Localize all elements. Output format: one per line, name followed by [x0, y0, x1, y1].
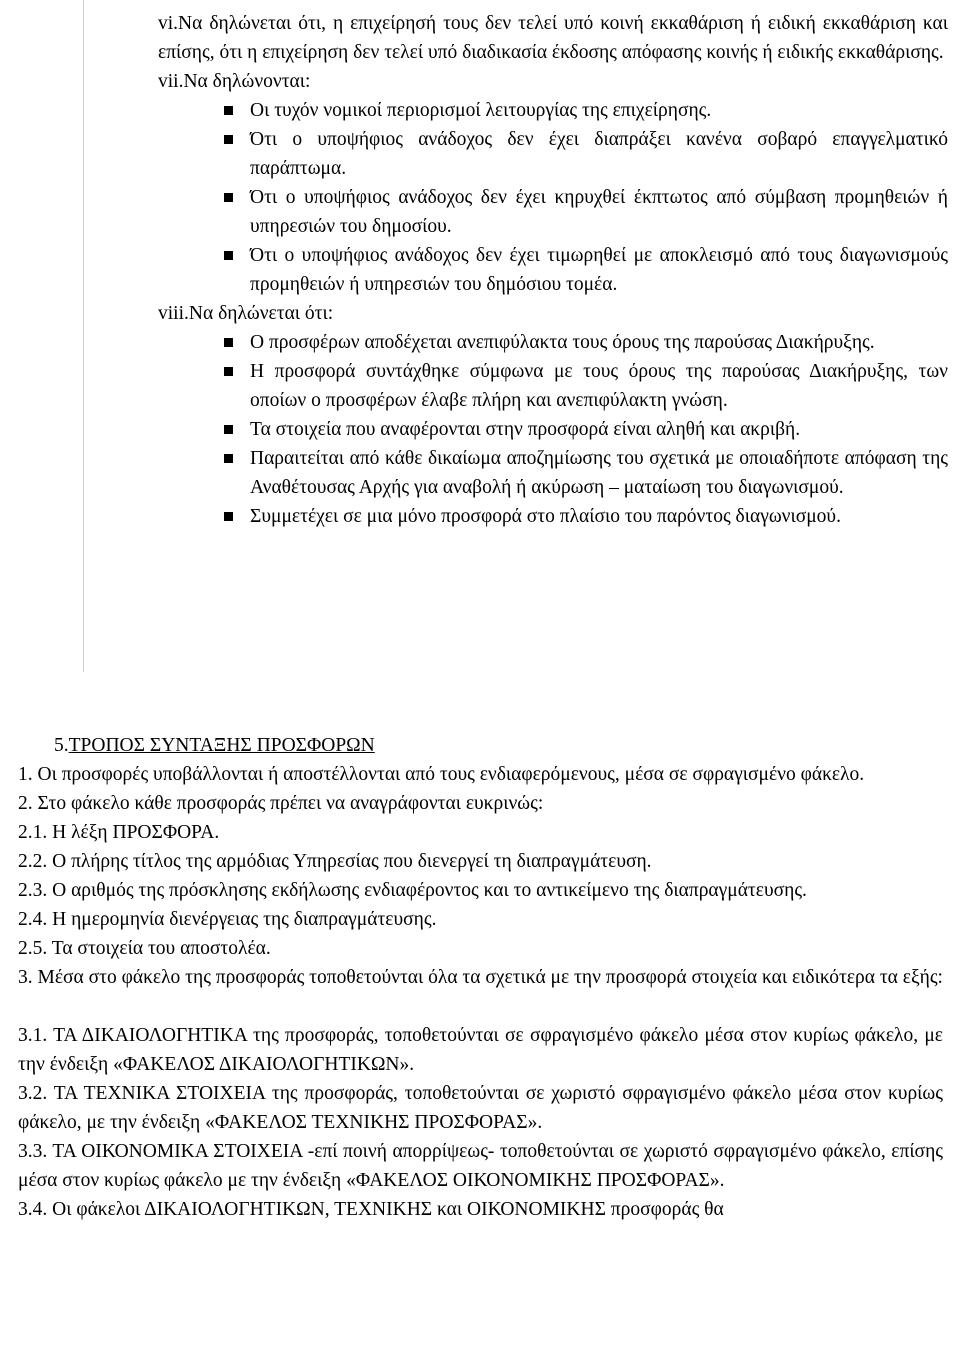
bullet-item: Συμμετέχει σε μια μόνο προσφορά στο πλαίσιο του παρόντος διαγωνισμού.: [158, 502, 948, 531]
item-vii-text: Να δηλώνονται:: [183, 71, 311, 92]
declarations-list: [158, 9, 948, 531]
paragraph: 3. Μέσα στο φάκελο της προσφοράς τοποθετούνται όλα τα σχετικά με την προσφορά στοιχεία και ειδικότερα τα εξής:: [18, 967, 943, 988]
paragraph: 2.2. Ο πλήρης τίτλος της αρμόδιας Υπηρεσίας που διενεργεί τη διαπραγμάτευση.: [18, 851, 652, 872]
item-vii-label: vii.: [158, 71, 184, 92]
item-vi: [158, 9, 948, 67]
margin-rule: [83, 0, 84, 672]
section-title: ΤΡΟΠΟΣ ΣΥΝΤΑΞΗΣ ΠΡΟΣΦΟΡΩΝ: [68, 735, 375, 756]
paragraph: 3.1. ΤΑ ΔΙΚΑΙΟΛΟΓΗΤΙΚΑ της προσφοράς, τοποθετούνται σε σφραγισμένο φάκελο μέσα στον κυρίως φάκελο, με την ένδειξη «ΦΑΚΕΛΟΣ ΔΙΚΑΙΟΛΟΓΗΤΙΚΩΝ».: [18, 1025, 943, 1075]
item-vi-label: vi.: [158, 13, 179, 34]
item-viii: [158, 299, 948, 328]
bullet-item: Οι τυχόν νομικοί περιορισμοί λειτουργίας της επιχείρησης.: [158, 96, 948, 125]
square-bullet-icon: [224, 512, 233, 521]
square-bullet-icon: [224, 106, 233, 115]
bullet-item: Τα στοιχεία που αναφέρονται στην προσφορά είναι αληθή και ακριβή.: [158, 415, 948, 444]
paragraph: 2.5. Τα στοιχεία του αποστολέα.: [18, 938, 271, 959]
paragraph: 3.2. ΤΑ ΤΕΧΝΙΚΑ ΣΤΟΙΧΕΙΑ της προσφοράς, τοποθετούνται σε χωριστό σφραγισμένο φάκελο μέσα στον κυρίως φάκελο, με την ένδειξη «ΦΑΚΕΛΟΣ ΤΕΧΝΙΚΗΣ ΠΡΟΣΦΟΡΑΣ».: [18, 1083, 943, 1133]
square-bullet-icon: [224, 193, 233, 202]
section-number: 5.: [54, 735, 69, 756]
bullet-item: Ο προσφέρων αποδέχεται ανεπιφύλακτα τους όρους της παρούσας Διακήρυξης.: [158, 328, 948, 357]
bullet-item: Παραιτείται από κάθε δικαίωμα αποζημίωσης του σχετικά με οποιαδήποτε απόφαση της Αναθέτουσας Αρχής για αναβολή ή ακύρωση – ματαίωση του διαγωνισμού.: [158, 444, 948, 502]
paragraph: 2.1. Η λέξη ΠΡΟΣΦΟΡΑ.: [18, 822, 220, 843]
square-bullet-icon: [224, 338, 233, 347]
bullet-item: Ότι ο υποψήφιος ανάδοχος δεν έχει τιμωρηθεί με αποκλεισμό από τους διαγωνισμούς προμηθειών ή υπηρεσιών του δημόσιου τομέα.: [158, 241, 948, 299]
paragraph: 2.4. Η ημερομηνία διενέργειας της διαπραγμάτευσης.: [18, 909, 437, 930]
paragraph: 2. Στο φάκελο κάθε προσφοράς πρέπει να αναγράφονται ευκρινώς:: [18, 793, 544, 814]
square-bullet-icon: [224, 135, 233, 144]
square-bullet-icon: [224, 367, 233, 376]
bullet-item: Ότι ο υποψήφιος ανάδοχος δεν έχει διαπράξει κανένα σοβαρό επαγγελματικό παράπτωμα.: [158, 125, 948, 183]
section-offer-preparation: [18, 731, 943, 1224]
paragraph: 3.4. Οι φάκελοι ΔΙΚΑΙΟΛΟΓΗΤΙΚΩΝ, ΤΕΧΝΙΚΗΣ και ΟΙΚΟΝΟΜΙΚΗΣ προσφοράς θα: [18, 1199, 724, 1220]
paragraph: 2.3. Ο αριθμός της πρόσκλησης εκδήλωσης ενδιαφέροντος και το αντικείμενο της διαπραγμάτευσης.: [18, 880, 807, 901]
section-heading: [18, 731, 943, 760]
item-vi-text: Να δηλώνεται ότι, η επιχείρησή τους δεν τελεί υπό κοινή εκκαθάριση ή ειδική εκκαθάριση και επίσης, ότι η επιχείρηση δεν τελεί υπό διαδικασία έκδοσης απόφασης κοινής ή ειδικής εκκαθάρισης.: [158, 13, 948, 63]
item-viii-bullets: [158, 328, 948, 531]
paragraph: 1. Οι προσφορές υποβάλλονται ή αποστέλλονται από τους ενδιαφερόμενους, μέσα σε σφραγισμένο φάκελο.: [18, 764, 865, 785]
square-bullet-icon: [224, 454, 233, 463]
bullet-item: Ότι ο υποψήφιος ανάδοχος δεν έχει κηρυχθεί έκπτωτος από σύμβαση προμηθειών ή υπηρεσιών του δημοσίου.: [158, 183, 948, 241]
square-bullet-icon: [224, 425, 233, 434]
item-viii-label: viii.: [158, 303, 189, 324]
square-bullet-icon: [224, 251, 233, 260]
paragraph: 3.3. ΤΑ ΟΙΚΟΝΟΜΙΚΑ ΣΤΟΙΧΕΙΑ -επί ποινή απορρίψεως- τοποθετούνται σε χωριστό σφραγισμένο φάκελο, επίσης μέσα στον κυρίως φάκελο με την ένδειξη «ΦΑΚΕΛΟΣ ΟΙΚΟΝΟΜΙΚΗΣ ΠΡΟΣΦΟΡΑΣ».: [18, 1141, 943, 1191]
bullet-item: Η προσφορά συντάχθηκε σύμφωνα με τους όρους της παρούσας Διακήρυξης, των οποίων ο προσφέρων έλαβε πλήρη και ανεπιφύλακτη γνώση.: [158, 357, 948, 415]
item-viii-text: Να δηλώνεται ότι:: [188, 303, 334, 324]
item-vii: [158, 67, 948, 96]
spacer: [18, 992, 943, 1021]
item-vii-bullets: [158, 96, 948, 299]
